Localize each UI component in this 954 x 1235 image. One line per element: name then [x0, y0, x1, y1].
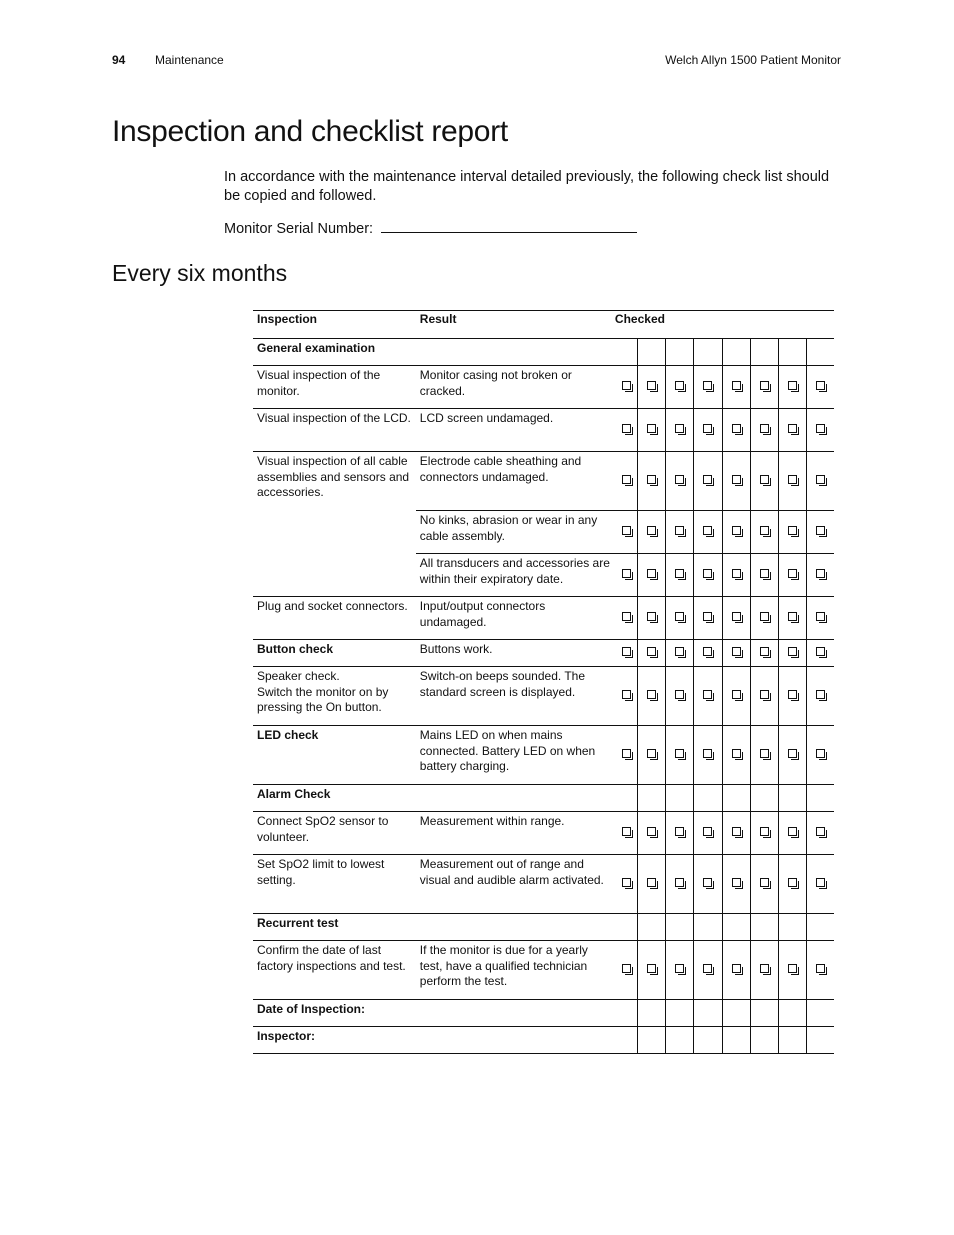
section-heading: Every six months [112, 260, 288, 286]
checkbox-icon[interactable] [647, 964, 656, 973]
check-cell[interactable] [615, 597, 638, 640]
check-cell[interactable] [722, 855, 750, 914]
checkbox-icon[interactable] [732, 749, 741, 758]
checklist-body [253, 339, 834, 1054]
section-row [253, 1000, 834, 1027]
check-cell[interactable] [806, 812, 834, 855]
result-cell: Buttons work. [419, 642, 493, 656]
check-cell[interactable] [778, 554, 806, 597]
checkbox-icon[interactable] [622, 749, 631, 758]
checkbox-icon[interactable] [675, 569, 684, 578]
check-cell[interactable] [750, 366, 778, 409]
check-cell[interactable] [638, 667, 666, 726]
check-cell [615, 339, 638, 366]
check-cell[interactable] [722, 452, 750, 511]
checkbox-icon[interactable] [760, 647, 769, 656]
checkbox-icon[interactable] [703, 878, 712, 887]
checkbox-icon[interactable] [816, 475, 825, 484]
check-cell[interactable] [778, 726, 806, 785]
checkbox-icon[interactable] [622, 964, 631, 973]
check-cell[interactable] [615, 812, 638, 855]
check-cell [694, 339, 722, 366]
check-cell [722, 785, 750, 812]
table-row [253, 640, 834, 667]
result-cell: No kinks, abrasion or wear in any cable assembly. [419, 513, 598, 543]
check-cell[interactable] [722, 941, 750, 1000]
check-cell[interactable] [806, 597, 834, 640]
checkbox-icon[interactable] [788, 690, 797, 699]
result-cell: Mains LED on when mains connected. Battery LED on when battery charging. [419, 728, 596, 773]
checkbox-icon[interactable] [622, 827, 631, 836]
checkbox-icon[interactable] [732, 612, 741, 621]
check-cell [750, 1000, 778, 1027]
check-cell[interactable] [694, 554, 722, 597]
check-cell[interactable] [806, 667, 834, 726]
check-cell [750, 914, 778, 941]
check-cell[interactable] [722, 409, 750, 452]
checkbox-icon[interactable] [816, 878, 825, 887]
checkbox-icon[interactable] [622, 878, 631, 887]
checkbox-icon[interactable] [647, 749, 656, 758]
checkbox-icon[interactable] [788, 612, 797, 621]
checkbox-icon[interactable] [675, 647, 684, 656]
check-cell[interactable] [666, 941, 694, 1000]
checkbox-icon[interactable] [760, 612, 769, 621]
check-cell [778, 1000, 806, 1027]
check-cell[interactable] [778, 667, 806, 726]
result-cell [416, 914, 615, 941]
checkbox-icon[interactable] [788, 878, 797, 887]
check-cell [694, 1000, 722, 1027]
check-cell[interactable] [778, 366, 806, 409]
inspection-cell: Visual inspection of the LCD. [257, 411, 411, 425]
check-cell[interactable] [666, 855, 694, 914]
section-row [253, 339, 834, 366]
checkbox-icon[interactable] [816, 690, 825, 699]
checkbox-icon[interactable] [760, 569, 769, 578]
table-row [253, 366, 834, 409]
check-cell[interactable] [615, 855, 638, 914]
section-row [253, 914, 834, 941]
check-cell[interactable] [778, 941, 806, 1000]
checkbox-icon[interactable] [760, 827, 769, 836]
checkbox-icon[interactable] [703, 964, 712, 973]
table-row [253, 511, 834, 554]
table-row [253, 941, 834, 1000]
check-cell [806, 914, 834, 941]
checkbox-icon[interactable] [647, 647, 656, 656]
check-cell[interactable] [750, 452, 778, 511]
check-cell[interactable] [778, 640, 806, 667]
checkbox-icon[interactable] [816, 424, 825, 433]
check-cell[interactable] [638, 366, 666, 409]
inspection-cell: Recurrent test [257, 916, 339, 930]
inspection-cell: General examination [257, 341, 376, 355]
checkbox-icon[interactable] [760, 381, 769, 390]
inspection-cell: Date of Inspection: [257, 1002, 366, 1016]
checkbox-icon[interactable] [732, 964, 741, 973]
check-cell[interactable] [750, 409, 778, 452]
table-row [253, 452, 834, 511]
check-cell[interactable] [615, 452, 638, 511]
check-cell [694, 785, 722, 812]
serial-number-blank[interactable] [381, 219, 637, 233]
check-cell[interactable] [750, 941, 778, 1000]
check-cell[interactable] [638, 812, 666, 855]
checkbox-icon[interactable] [703, 424, 712, 433]
check-cell[interactable] [638, 554, 666, 597]
checkbox-icon[interactable] [622, 475, 631, 484]
checkbox-icon[interactable] [732, 526, 741, 535]
checkbox-icon[interactable] [622, 569, 631, 578]
check-cell[interactable] [750, 667, 778, 726]
section-row [253, 1027, 834, 1054]
checkbox-icon[interactable] [816, 612, 825, 621]
inspection-cell: Speaker check. Switch the monitor on by pressing the On button. [257, 669, 389, 714]
checkbox-icon[interactable] [816, 827, 825, 836]
check-cell[interactable] [750, 554, 778, 597]
check-cell[interactable] [638, 941, 666, 1000]
check-cell[interactable] [694, 640, 722, 667]
inspection-cell: Inspector: [257, 1029, 316, 1043]
checkbox-icon[interactable] [816, 381, 825, 390]
result-cell: Measurement within range. [419, 814, 565, 828]
checkbox-icon[interactable] [760, 964, 769, 973]
check-cell[interactable] [750, 812, 778, 855]
check-cell[interactable] [750, 726, 778, 785]
table-row [253, 409, 834, 452]
checkbox-icon[interactable] [760, 526, 769, 535]
check-cell[interactable] [694, 366, 722, 409]
check-cell [750, 1027, 778, 1054]
check-cell[interactable] [666, 366, 694, 409]
checkbox-icon[interactable] [622, 690, 631, 699]
result-cell [416, 339, 615, 366]
check-cell[interactable] [615, 554, 638, 597]
section-row [253, 785, 834, 812]
check-cell [666, 1027, 694, 1054]
check-cell[interactable] [638, 452, 666, 511]
page-title: Inspection and checklist report [112, 115, 508, 148]
checkbox-icon[interactable] [675, 475, 684, 484]
table-row [253, 667, 834, 726]
checkbox-icon[interactable] [675, 964, 684, 973]
check-cell [806, 1000, 834, 1027]
header-checked: Checked [615, 311, 834, 339]
check-cell[interactable] [722, 511, 750, 554]
check-cell[interactable] [778, 597, 806, 640]
document-title: Welch Allyn 1500 Patient Monitor [665, 53, 841, 67]
checkbox-icon[interactable] [760, 475, 769, 484]
checkbox-icon[interactable] [675, 749, 684, 758]
check-cell [615, 1000, 638, 1027]
checkbox-icon[interactable] [788, 964, 797, 973]
result-cell [416, 1000, 615, 1027]
checkbox-icon[interactable] [732, 475, 741, 484]
check-cell[interactable] [722, 640, 750, 667]
check-cell[interactable] [615, 640, 638, 667]
checkbox-icon[interactable] [675, 424, 684, 433]
check-cell[interactable] [638, 855, 666, 914]
check-cell [638, 339, 666, 366]
checkbox-icon[interactable] [647, 424, 656, 433]
intro-paragraph: In accordance with the maintenance interval detailed previously, the following check list should be copied and followed. [224, 169, 830, 204]
check-cell [778, 914, 806, 941]
checkbox-icon[interactable] [816, 526, 825, 535]
check-cell [750, 785, 778, 812]
checkbox-icon[interactable] [732, 647, 741, 656]
check-cell [694, 1027, 722, 1054]
check-cell[interactable] [722, 366, 750, 409]
check-cell [615, 785, 638, 812]
checkbox-icon[interactable] [703, 749, 712, 758]
checklist-table [253, 310, 834, 1054]
check-cell[interactable] [806, 511, 834, 554]
check-cell [806, 339, 834, 366]
table-row [253, 726, 834, 785]
check-cell[interactable] [638, 511, 666, 554]
check-cell[interactable] [638, 597, 666, 640]
check-cell[interactable] [666, 409, 694, 452]
check-cell[interactable] [638, 640, 666, 667]
check-cell[interactable] [694, 511, 722, 554]
result-cell: If the monitor is due for a yearly test, have a qualified technician perform the test. [419, 943, 588, 988]
check-cell[interactable] [778, 812, 806, 855]
check-cell[interactable] [666, 726, 694, 785]
result-cell: Switch-on beeps sounded. The standard screen is displayed. [419, 669, 586, 699]
page-number: 94 [112, 53, 126, 67]
checkbox-icon[interactable] [760, 749, 769, 758]
inspection-cell: Confirm the date of last factory inspections and test. [257, 943, 406, 973]
check-cell[interactable] [666, 667, 694, 726]
check-cell[interactable] [806, 366, 834, 409]
checkbox-icon[interactable] [675, 690, 684, 699]
checkbox-icon[interactable] [703, 526, 712, 535]
check-cell [615, 914, 638, 941]
checkbox-icon[interactable] [622, 612, 631, 621]
check-cell[interactable] [806, 409, 834, 452]
check-cell[interactable] [778, 855, 806, 914]
checkbox-icon[interactable] [816, 569, 825, 578]
check-cell[interactable] [694, 452, 722, 511]
check-cell[interactable] [722, 597, 750, 640]
check-cell[interactable] [778, 409, 806, 452]
checkbox-icon[interactable] [732, 381, 741, 390]
check-cell [666, 339, 694, 366]
checkbox-icon[interactable] [675, 827, 684, 836]
result-cell: Measurement out of range and visual and audible alarm activated. [419, 857, 604, 887]
checkbox-icon[interactable] [732, 424, 741, 433]
check-cell[interactable] [806, 855, 834, 914]
serial-number-field [224, 219, 637, 237]
checkbox-icon[interactable] [788, 647, 797, 656]
check-cell [722, 339, 750, 366]
inspection-cell: Button check [257, 642, 334, 656]
check-cell [778, 785, 806, 812]
result-cell: Monitor casing not broken or cracked. [419, 368, 572, 398]
check-cell [778, 1027, 806, 1054]
check-cell[interactable] [806, 554, 834, 597]
check-cell[interactable] [615, 667, 638, 726]
check-cell[interactable] [750, 855, 778, 914]
check-cell [722, 914, 750, 941]
check-cell[interactable] [694, 409, 722, 452]
check-cell [666, 785, 694, 812]
result-cell: All transducers and accessories are within their expiratory date. [419, 556, 610, 586]
inspection-cell [253, 554, 416, 597]
check-cell[interactable] [666, 554, 694, 597]
check-cell[interactable] [666, 511, 694, 554]
inspection-cell: Visual inspection of the monitor. [257, 368, 381, 398]
table-row [253, 855, 834, 914]
checkbox-icon[interactable] [788, 424, 797, 433]
checkbox-icon[interactable] [647, 569, 656, 578]
check-cell[interactable] [615, 366, 638, 409]
result-cell [416, 1027, 615, 1054]
checkbox-icon[interactable] [703, 690, 712, 699]
check-cell [806, 1027, 834, 1054]
checkbox-icon[interactable] [703, 381, 712, 390]
inspection-cell: Set SpO2 limit to lowest setting. [257, 857, 385, 887]
check-cell[interactable] [722, 554, 750, 597]
check-cell[interactable] [615, 511, 638, 554]
checkbox-icon[interactable] [816, 749, 825, 758]
checkbox-icon[interactable] [732, 827, 741, 836]
check-cell [638, 785, 666, 812]
checkbox-icon[interactable] [760, 878, 769, 887]
check-cell[interactable] [806, 640, 834, 667]
check-cell[interactable] [666, 597, 694, 640]
check-cell [750, 339, 778, 366]
checkbox-icon[interactable] [647, 878, 656, 887]
checkbox-icon[interactable] [788, 827, 797, 836]
check-cell [666, 914, 694, 941]
checkbox-icon[interactable] [732, 569, 741, 578]
check-cell [694, 914, 722, 941]
check-cell [778, 339, 806, 366]
checkbox-icon[interactable] [647, 690, 656, 699]
checkbox-icon[interactable] [647, 827, 656, 836]
checkbox-icon[interactable] [703, 827, 712, 836]
inspection-cell: Alarm Check [257, 787, 331, 801]
check-cell[interactable] [722, 726, 750, 785]
checkbox-icon[interactable] [622, 424, 631, 433]
checkbox-icon[interactable] [732, 690, 741, 699]
check-cell[interactable] [750, 640, 778, 667]
checkbox-icon[interactable] [675, 526, 684, 535]
table-header-row [253, 311, 834, 339]
check-cell [615, 1027, 638, 1054]
check-cell[interactable] [806, 941, 834, 1000]
result-cell: Electrode cable sheathing and connectors undamaged. [419, 454, 582, 484]
check-cell[interactable] [778, 452, 806, 511]
check-cell [722, 1027, 750, 1054]
checkbox-icon[interactable] [703, 612, 712, 621]
checkbox-icon[interactable] [675, 612, 684, 621]
checkbox-icon[interactable] [788, 526, 797, 535]
checkbox-icon[interactable] [760, 690, 769, 699]
check-cell[interactable] [806, 452, 834, 511]
checkbox-icon[interactable] [732, 878, 741, 887]
checkbox-icon[interactable] [788, 475, 797, 484]
check-cell[interactable] [694, 597, 722, 640]
table-row [253, 554, 834, 597]
check-cell[interactable] [722, 812, 750, 855]
checkbox-icon[interactable] [788, 749, 797, 758]
inspection-cell: LED check [257, 728, 319, 742]
serial-number-label: Monitor Serial Number: [224, 221, 374, 237]
check-cell[interactable] [806, 726, 834, 785]
checkbox-icon[interactable] [788, 569, 797, 578]
inspection-cell: Plug and socket connectors. [257, 599, 408, 613]
check-cell[interactable] [694, 941, 722, 1000]
check-cell[interactable] [666, 812, 694, 855]
checkbox-icon[interactable] [675, 381, 684, 390]
header-result: Result [416, 311, 615, 339]
result-cell: Input/output connectors undamaged. [419, 599, 546, 629]
checkbox-icon[interactable] [816, 647, 825, 656]
check-cell[interactable] [778, 511, 806, 554]
check-cell [722, 1000, 750, 1027]
checkbox-icon[interactable] [760, 424, 769, 433]
check-cell[interactable] [694, 667, 722, 726]
table-row [253, 597, 834, 640]
check-cell[interactable] [750, 597, 778, 640]
checkbox-icon[interactable] [622, 647, 631, 656]
check-cell[interactable] [694, 855, 722, 914]
checkbox-icon[interactable] [675, 878, 684, 887]
result-cell: LCD screen undamaged. [419, 411, 554, 425]
check-cell[interactable] [615, 941, 638, 1000]
check-cell[interactable] [638, 726, 666, 785]
result-cell [416, 785, 615, 812]
check-cell[interactable] [722, 667, 750, 726]
check-cell [638, 1027, 666, 1054]
check-cell[interactable] [666, 640, 694, 667]
table-row [253, 812, 834, 855]
checkbox-icon[interactable] [647, 612, 656, 621]
section-name: Maintenance [155, 53, 224, 67]
checkbox-icon[interactable] [647, 381, 656, 390]
checkbox-icon[interactable] [647, 526, 656, 535]
checkbox-icon[interactable] [622, 381, 631, 390]
checkbox-icon[interactable] [788, 381, 797, 390]
check-cell[interactable] [638, 409, 666, 452]
header-inspection: Inspection [253, 311, 416, 339]
checkbox-icon[interactable] [703, 475, 712, 484]
check-cell [666, 1000, 694, 1027]
check-cell[interactable] [666, 452, 694, 511]
checkbox-icon[interactable] [703, 647, 712, 656]
checkbox-icon[interactable] [703, 569, 712, 578]
check-cell [806, 785, 834, 812]
inspection-cell: Connect SpO2 sensor to volunteer. [257, 814, 389, 844]
inspection-cell [253, 511, 416, 554]
check-cell [638, 914, 666, 941]
check-cell[interactable] [694, 726, 722, 785]
inspection-cell: Visual inspection of all cable assemblies and sensors and accessories. [253, 452, 416, 511]
checkbox-icon[interactable] [647, 475, 656, 484]
check-cell[interactable] [750, 511, 778, 554]
check-cell[interactable] [694, 812, 722, 855]
check-cell[interactable] [615, 409, 638, 452]
checkbox-icon[interactable] [816, 964, 825, 973]
check-cell[interactable] [615, 726, 638, 785]
checkbox-icon[interactable] [622, 526, 631, 535]
check-cell [638, 1000, 666, 1027]
